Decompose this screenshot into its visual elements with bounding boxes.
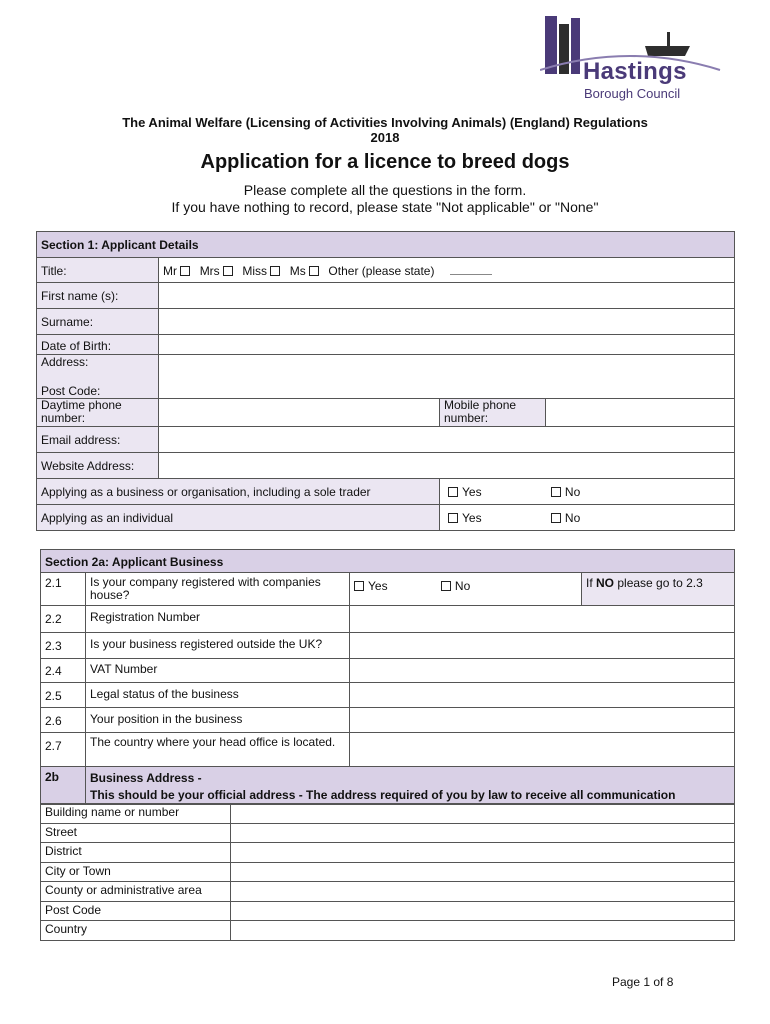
individual-question: Applying as an individual bbox=[37, 505, 440, 531]
website-label: Website Address: bbox=[37, 453, 159, 479]
address-field-label: Street bbox=[41, 823, 231, 843]
row-label: Registration Number bbox=[86, 606, 350, 633]
address-field-label: County or administrative area bbox=[41, 882, 231, 902]
business-answer bbox=[440, 479, 735, 505]
individual-yes-option[interactable]: Yes bbox=[448, 511, 482, 525]
row-label: VAT Number bbox=[86, 659, 350, 683]
daytime-phone-field[interactable] bbox=[159, 399, 440, 427]
row-number: 2.7 bbox=[41, 733, 86, 767]
checkbox-icon bbox=[223, 266, 233, 276]
first-name-field[interactable] bbox=[159, 283, 735, 309]
business-question: Applying as a business or organisation, including a sole trader bbox=[37, 479, 440, 505]
vat-number-field[interactable] bbox=[350, 659, 735, 683]
street-field[interactable] bbox=[231, 823, 735, 843]
section1-heading: Section 1: Applicant Details bbox=[37, 232, 735, 258]
building-field[interactable] bbox=[231, 804, 735, 824]
instructions bbox=[0, 182, 770, 216]
head-office-country-field[interactable] bbox=[350, 733, 735, 767]
address-field-label: City or Town bbox=[41, 862, 231, 882]
checkbox-icon bbox=[551, 487, 561, 497]
website-field[interactable] bbox=[159, 453, 735, 479]
row-answer bbox=[350, 573, 582, 606]
page-title: Application for a licence to breed dogs bbox=[200, 151, 570, 173]
section2b-title: Business Address - bbox=[90, 771, 202, 785]
if-no-note: If NO please go to 2.3 bbox=[582, 573, 735, 606]
section2a-heading: Section 2a: Applicant Business bbox=[41, 550, 735, 573]
row-label: Legal status of the business bbox=[86, 683, 350, 708]
row-number: 2.5 bbox=[41, 683, 86, 708]
district-field[interactable] bbox=[231, 843, 735, 863]
title-option-mrs[interactable]: Mrs bbox=[200, 264, 237, 278]
business-no-option[interactable]: No bbox=[551, 485, 580, 499]
dob-field[interactable] bbox=[159, 335, 735, 355]
individual-no-option[interactable]: No bbox=[551, 511, 580, 525]
row-number: 2.2 bbox=[41, 606, 86, 633]
hastings-logo bbox=[540, 14, 725, 104]
section2b-number: 2b bbox=[41, 767, 86, 805]
title-option-miss[interactable]: Miss bbox=[242, 264, 284, 278]
dob-label: Date of Birth: bbox=[37, 335, 159, 355]
instruction-line1: Please complete all the questions in the form. bbox=[243, 182, 527, 198]
address-field-label: Building name or number bbox=[41, 804, 231, 824]
country-field[interactable] bbox=[231, 921, 735, 941]
section2a-table bbox=[40, 549, 735, 805]
row-label: Your position in the business bbox=[86, 708, 350, 733]
section2b-table bbox=[40, 803, 735, 941]
address-field-label: Post Code bbox=[41, 901, 231, 921]
title-option-mr[interactable]: Mr bbox=[163, 264, 194, 278]
surname-field[interactable] bbox=[159, 309, 735, 335]
title-other-field[interactable] bbox=[450, 266, 492, 275]
row-number: 2.4 bbox=[41, 659, 86, 683]
row-label: Is your business registered outside the UK? bbox=[86, 633, 350, 659]
business-postcode-field[interactable] bbox=[231, 901, 735, 921]
regulations-heading bbox=[60, 115, 710, 145]
legal-status-field[interactable] bbox=[350, 683, 735, 708]
registration-number-field[interactable] bbox=[350, 606, 735, 633]
business-yes-option[interactable]: Yes bbox=[448, 485, 482, 499]
title-label: Title: bbox=[37, 258, 159, 283]
companies-house-yes-option[interactable]: Yes bbox=[354, 579, 388, 593]
mobile-phone-field[interactable] bbox=[546, 399, 735, 427]
checkbox-icon bbox=[441, 581, 451, 591]
address-field-label: Country bbox=[41, 921, 231, 941]
regulations-line2: 2018 bbox=[370, 130, 400, 145]
companies-house-no-option[interactable]: No bbox=[441, 579, 470, 593]
logo-subtitle: Borough Council bbox=[584, 86, 681, 101]
row-label: Is your company registered with companies house? bbox=[86, 573, 350, 606]
row-label: The country where your head office is located. bbox=[86, 733, 350, 767]
email-label: Email address: bbox=[37, 427, 159, 453]
postcode-label: Post Code: bbox=[41, 384, 101, 398]
individual-answer bbox=[440, 505, 735, 531]
page-number: Page 1 of 8 bbox=[612, 975, 674, 989]
surname-label: Surname: bbox=[37, 309, 159, 335]
city-field[interactable] bbox=[231, 862, 735, 882]
row-number: 2.6 bbox=[41, 708, 86, 733]
section2b-subtitle: This should be your official address - The address required of you by law to receive all communication bbox=[90, 788, 676, 802]
checkbox-icon bbox=[354, 581, 364, 591]
checkbox-icon bbox=[448, 487, 458, 497]
position-field[interactable] bbox=[350, 708, 735, 733]
row-number: 2.1 bbox=[41, 573, 86, 606]
outside-uk-field[interactable] bbox=[350, 633, 735, 659]
address-label: Address: bbox=[41, 355, 89, 369]
checkbox-icon bbox=[448, 513, 458, 523]
title-option-other[interactable]: Other (please state) bbox=[328, 264, 435, 278]
title-option-ms[interactable]: Ms bbox=[290, 264, 323, 278]
instruction-line2: If you have nothing to record, please state "Not applicable" or "None" bbox=[171, 199, 599, 215]
checkbox-icon bbox=[180, 266, 190, 276]
regulations-line1: The Animal Welfare (Licensing of Activities Involving Animals) (England) Regulations bbox=[122, 115, 648, 130]
address-label-cell bbox=[37, 355, 159, 399]
address-field[interactable] bbox=[159, 355, 735, 399]
address-field-label: District bbox=[41, 843, 231, 863]
email-field[interactable] bbox=[159, 427, 735, 453]
row-number: 2.3 bbox=[41, 633, 86, 659]
checkbox-icon bbox=[270, 266, 280, 276]
first-name-label: First name (s): bbox=[37, 283, 159, 309]
county-field[interactable] bbox=[231, 882, 735, 902]
checkbox-icon bbox=[551, 513, 561, 523]
mobile-phone-label: Mobile phone number: bbox=[440, 399, 546, 427]
section1-table bbox=[36, 231, 735, 531]
logo-name: Hastings bbox=[583, 58, 687, 85]
title-options bbox=[159, 258, 735, 283]
section2b-heading bbox=[86, 767, 735, 805]
daytime-phone-label: Daytime phone number: bbox=[37, 399, 159, 427]
checkbox-icon bbox=[309, 266, 319, 276]
